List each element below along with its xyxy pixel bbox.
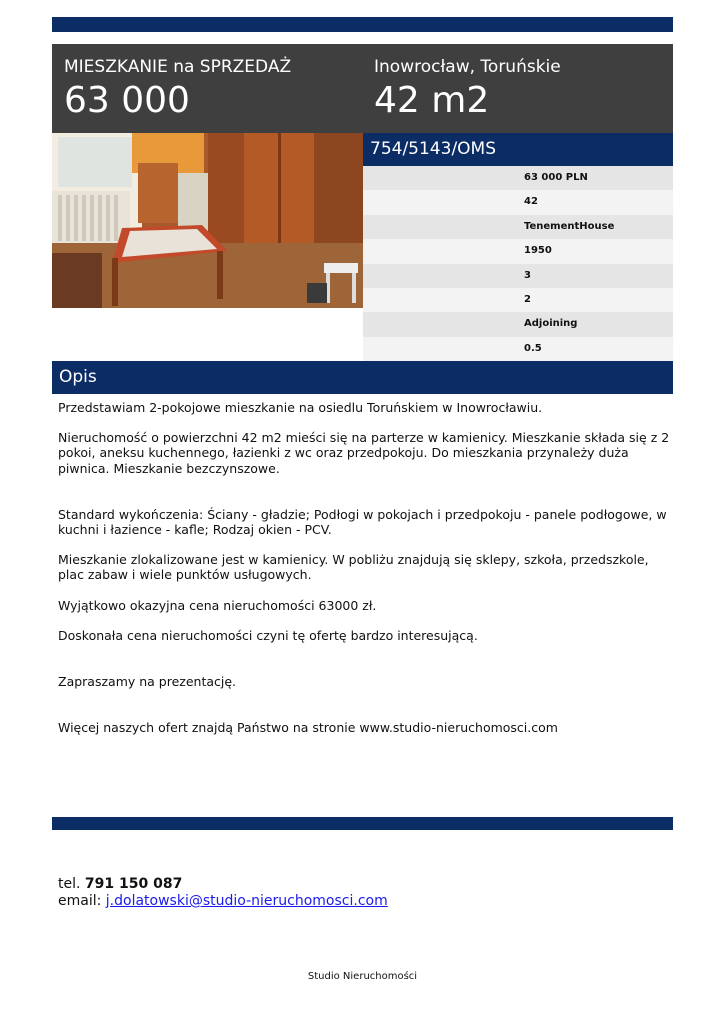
bottom-divider-bar xyxy=(52,817,673,830)
listing-header xyxy=(52,44,673,133)
header-left xyxy=(64,57,291,123)
property-photo xyxy=(52,133,363,308)
description-paragraph: Nieruchomość o powierzchni 42 m2 mieści się na parterze w kamienicy. Mieszkanie składa się z 2 pokoi, aneksu kuchennego, łazienki z wc oraz przedpokoju. Do mieszkania przynależy duża piwnica. Mieszkanie bezczynszowe. xyxy=(58,430,670,476)
detail-row-price: 63 000 PLN xyxy=(363,166,673,190)
phone-label: tel. xyxy=(58,876,81,892)
detail-row-2: 2 xyxy=(363,288,673,312)
description-paragraph: Wyjątkowo okazyjna cena nieruchomości 63000 zł. xyxy=(58,597,377,613)
description-title: Opis xyxy=(52,361,673,394)
description-paragraph: Zapraszamy na prezentację. xyxy=(58,674,237,690)
email-label: email: xyxy=(58,893,102,909)
detail-row-kitchen: Adjoining xyxy=(363,312,673,336)
description-paragraph: Mieszkanie zlokalizowane jest w kamienicy. W pobliżu znajdują się sklepy, szkoła, przedszkole, plac zabaw i wiele punktów usługowych. xyxy=(58,552,649,583)
listing-type: MIESZKANIE na SPRZEDAŻ xyxy=(64,57,292,77)
email-line xyxy=(58,893,388,910)
listing-area: 42 m2 xyxy=(374,80,490,121)
phone-line xyxy=(58,876,388,893)
description-paragraph: Standard wykończenia: Ściany - gładzie; Podłogi w pokojach i przedpokoju - panele podłogowe, w kuchni i łazience - kafle; Rodzaj okien - PCV. xyxy=(58,506,667,538)
detail-row-year-built: 1950 xyxy=(363,239,673,263)
footer-company: Studio Nieruchomości xyxy=(307,971,418,982)
email-link[interactable]: j.dolatowski@studio-nieruchomosci.com xyxy=(105,893,388,909)
property-photo-image xyxy=(52,133,363,308)
description-paragraph: Przedstawiam 2-pokojowe mieszkanie na osiedlu Toruńskiem w Inowrocławiu. xyxy=(58,400,543,415)
detail-row-3: 3 xyxy=(363,264,673,288)
listing-price: 63 000 xyxy=(64,80,190,121)
listing-location: Inowrocław, Toruńskie xyxy=(374,57,561,77)
phone-number: 791 150 087 xyxy=(84,876,183,892)
header-right xyxy=(374,57,561,123)
details-table xyxy=(363,166,673,361)
detail-row-area: 42 xyxy=(363,190,673,214)
description-paragraph: Doskonała cena nieruchomości czyni tę ofertę bardzo interesującą. xyxy=(58,627,478,643)
detail-row-0-5: 0.5 xyxy=(363,337,673,361)
description-paragraph: Więcej naszych ofert znajdą Państwo na stronie www.studio-nieruchomosci.com xyxy=(58,720,558,736)
description-body xyxy=(58,400,670,735)
reference-number: 754/5143/OMS xyxy=(363,133,673,166)
detail-row-building-type: TenementHouse xyxy=(363,215,673,239)
top-divider-bar xyxy=(52,17,673,32)
contact-info xyxy=(58,876,388,910)
